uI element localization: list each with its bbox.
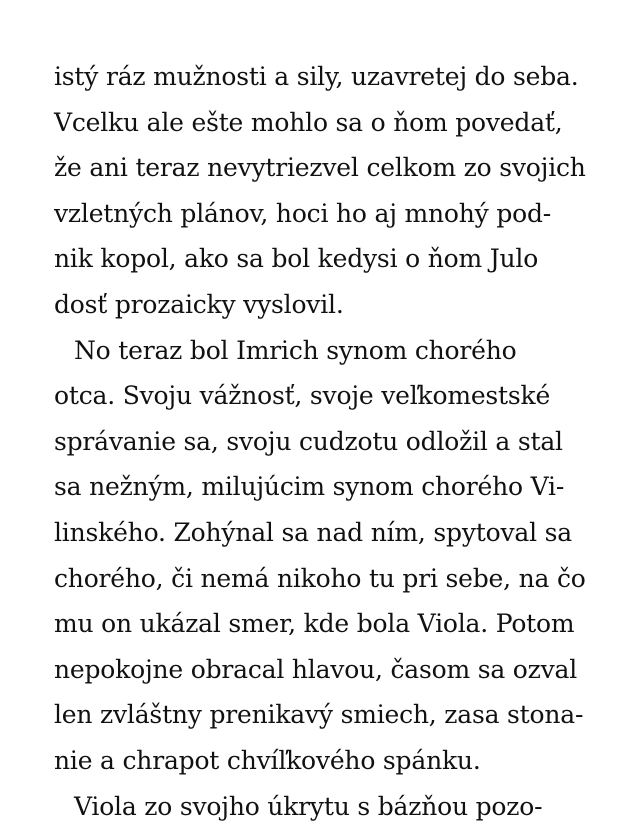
paragraph-start-line: Viola zo svojho úkrytu s bázňou pozo- bbox=[54, 784, 594, 829]
text-line: linského. Zohýnal sa nad ním, spytoval sa bbox=[54, 510, 594, 556]
text-line: dosť prozaicky vyslovil. bbox=[54, 282, 594, 328]
text-line: Vcelku ale ešte mohlo sa o ňom povedať, bbox=[54, 100, 594, 146]
paragraph-start-line: No teraz bol Imrich synom chorého bbox=[54, 328, 594, 374]
text-line: chorého, či nemá nikoho tu pri sebe, na čo bbox=[54, 556, 594, 602]
text-line: len zvláštny prenikavý smiech, zasa stona- bbox=[54, 692, 594, 738]
text-line: mu on ukázal smer, kde bola Viola. Potom bbox=[54, 601, 594, 647]
text-line: vzletných plánov, hoci ho aj mnohý pod- bbox=[54, 191, 594, 237]
text-line: nie a chrapot chvíľkového spánku. bbox=[54, 738, 594, 784]
text-line: správanie sa, svoju cudzotu odložil a stal bbox=[54, 419, 594, 465]
text-line: istý ráz mužnosti a sily, uzavretej do seba. bbox=[54, 54, 594, 100]
text-line: že ani teraz nevytriezvel celkom zo svojich bbox=[54, 145, 594, 191]
body-text bbox=[54, 54, 594, 829]
text-line: sa nežným, milujúcim synom chorého Vi- bbox=[54, 464, 594, 510]
text-line: nepokojne obracal hlavou, časom sa ozval bbox=[54, 647, 594, 693]
text-line: nik kopol, ako sa bol kedysi o ňom Julo bbox=[54, 236, 594, 282]
text-line: otca. Svoju vážnosť, svoje veľkomestské bbox=[54, 373, 594, 419]
